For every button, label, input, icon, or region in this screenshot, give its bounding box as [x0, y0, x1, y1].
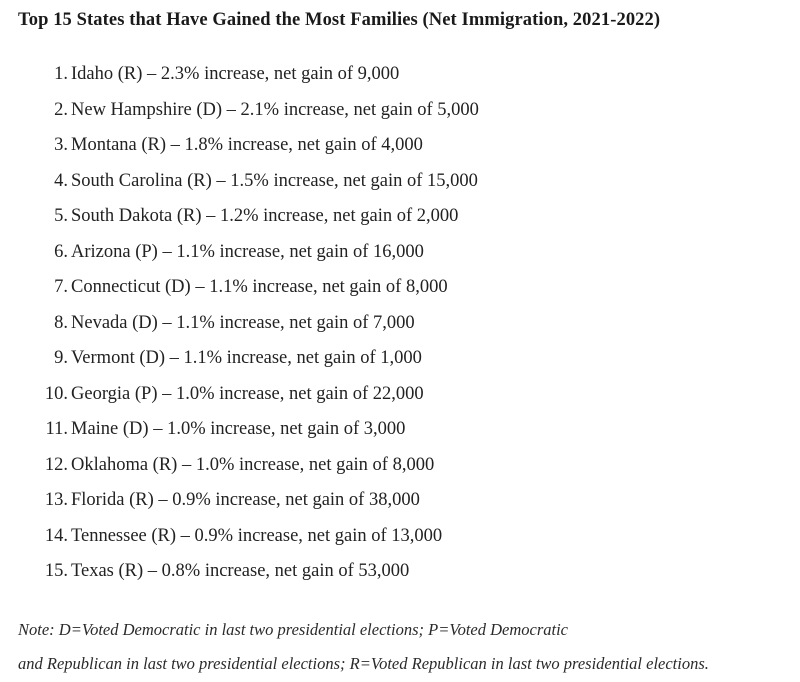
list-item-number: 3.: [54, 135, 68, 155]
list-item-text: South Dakota (R) – 1.2% increase, net gain of 2,000: [71, 206, 459, 226]
list-item-number: 2.: [54, 99, 68, 120]
list-item-text: Vermont (D) – 1.1% increase, net gain of 1,000: [71, 348, 422, 368]
list-item-number: 7.: [54, 277, 68, 297]
list-item-number: 13.: [44, 490, 68, 510]
list-item-number: 5.: [54, 206, 68, 226]
list-item-text: Tennessee (R) – 0.9% increase, net gain of 13,000: [71, 525, 443, 546]
list-item-text: Florida (R) – 0.9% increase, net gain of 38,000: [71, 490, 420, 510]
list-item-text: Idaho (R) – 2.3% increase, net gain of 9,000: [71, 64, 400, 84]
footnote-line-1: Note: D=Voted Democratic in last two presidential elections; P=Voted Democratic: [18, 620, 569, 639]
list-item-number: 10.: [44, 383, 68, 404]
list-item-number: 11.: [45, 419, 68, 439]
list-item-text: Montana (R) – 1.8% increase, net gain of 4,000: [71, 135, 423, 155]
document-title: Top 15 States that Have Gained the Most Families (Net Immigration, 2021-2022): [18, 10, 661, 30]
list-item-text: Maine (D) – 1.0% increase, net gain of 3,000: [71, 419, 406, 439]
list-item-number: 4.: [54, 170, 68, 191]
list-item-text: Connecticut (D) – 1.1% increase, net gain of 8,000: [71, 277, 448, 297]
list-item-number: 6.: [54, 241, 68, 262]
list-item-number: 12.: [44, 454, 68, 475]
list-item-text: Texas (R) – 0.8% increase, net gain of 53,000: [71, 561, 410, 581]
list-item-text: Nevada (D) – 1.1% increase, net gain of 7,000: [71, 312, 415, 333]
list-item-text: Georgia (P) – 1.0% increase, net gain of 22,000: [71, 383, 424, 404]
list-item-text: South Carolina (R) – 1.5% increase, net gain of 15,000: [71, 170, 478, 191]
list-item-text: Oklahoma (R) – 1.0% increase, net gain of 8,000: [71, 454, 435, 475]
list-item-number: 14.: [44, 525, 68, 546]
list-item-text: Arizona (P) – 1.1% increase, net gain of 16,000: [71, 241, 424, 262]
list-item-text: New Hampshire (D) – 2.1% increase, net gain of 5,000: [71, 99, 479, 120]
footnote-line-2: and Republican in last two presidential elections; R=Voted Republican in last two presidential elections.: [18, 654, 709, 673]
list-item-number: 1.: [54, 64, 68, 84]
list-item-number: 15.: [44, 561, 68, 581]
list-item-number: 8.: [54, 312, 68, 333]
list-item-number: 9.: [54, 348, 68, 368]
